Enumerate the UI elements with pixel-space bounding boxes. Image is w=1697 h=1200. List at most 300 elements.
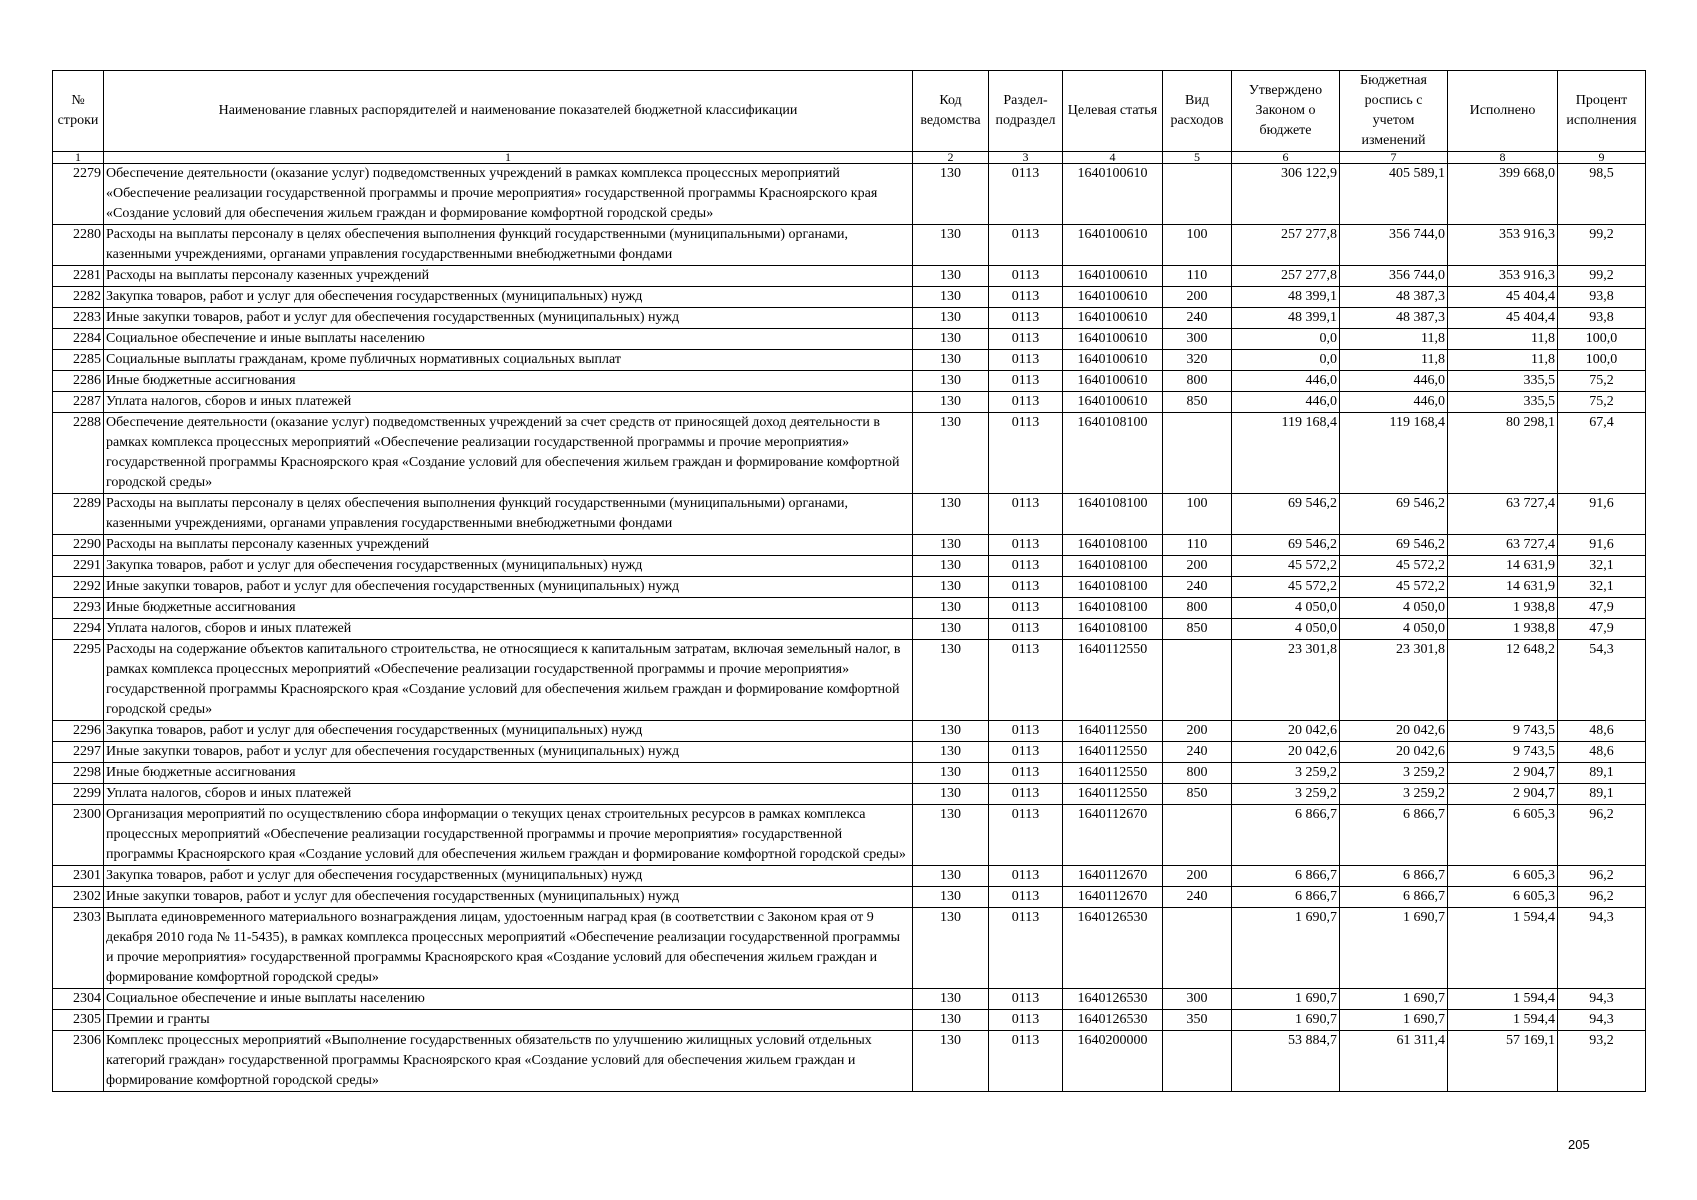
approved-cell: 1 690,7 [1232,989,1340,1010]
expense-type-cell: 300 [1163,329,1232,350]
dept-code-cell: 130 [913,763,989,784]
row-number-cell: 2300 [53,805,104,866]
dept-code-cell: 130 [913,329,989,350]
percent-cell: 100,0 [1558,329,1646,350]
header-row-number: № строки [53,71,104,152]
expense-type-cell: 100 [1163,494,1232,535]
section-cell: 0113 [989,535,1063,556]
dept-code-cell: 130 [913,887,989,908]
table-row [53,329,1646,350]
table-row [53,392,1646,413]
target-article-cell: 1640200000 [1063,1031,1163,1092]
executed-cell: 1 938,8 [1448,619,1558,640]
percent-cell: 93,8 [1558,287,1646,308]
section-cell: 0113 [989,266,1063,287]
expense-type-cell [1163,413,1232,494]
approved-cell: 45 572,2 [1232,556,1340,577]
row-name-cell: Социальное обеспечение и иные выплаты населению [104,989,913,1010]
budget-list-cell: 61 311,4 [1340,1031,1448,1092]
row-name-cell: Обеспечение деятельности (оказание услуг) подведомственных учреждений за счет средств от приносящей доход деятельности в рамках комплекса процессных мероприятий «Обеспечение реализации государственной программы и прочие мероприятия» государственной программы Красноярского края «Создание условий для обеспечения жильем граждан и формирование комфортной городской среды» [104,413,913,494]
approved-cell: 1 690,7 [1232,1010,1340,1031]
budget-list-cell: 69 546,2 [1340,494,1448,535]
budget-list-cell: 20 042,6 [1340,721,1448,742]
dept-code-cell: 130 [913,784,989,805]
page-number: 205 [1568,1137,1590,1152]
row-number-cell: 2297 [53,742,104,763]
expense-type-cell: 800 [1163,598,1232,619]
section-cell: 0113 [989,805,1063,866]
budget-list-cell: 1 690,7 [1340,1010,1448,1031]
percent-cell: 96,2 [1558,805,1646,866]
row-number-cell: 2303 [53,908,104,989]
table-row [53,494,1646,535]
section-cell: 0113 [989,619,1063,640]
dept-code-cell: 130 [913,413,989,494]
column-number: 7 [1340,152,1448,164]
column-number: 5 [1163,152,1232,164]
expense-type-cell: 350 [1163,1010,1232,1031]
section-cell: 0113 [989,598,1063,619]
target-article-cell: 1640108100 [1063,577,1163,598]
row-number-cell: 2295 [53,640,104,721]
budget-execution-table [52,70,1646,1092]
percent-cell: 47,9 [1558,598,1646,619]
percent-cell: 99,2 [1558,225,1646,266]
dept-code-cell: 130 [913,721,989,742]
budget-list-cell: 45 572,2 [1340,556,1448,577]
percent-cell: 89,1 [1558,784,1646,805]
budget-list-cell: 119 168,4 [1340,413,1448,494]
dept-code-cell: 130 [913,392,989,413]
section-cell: 0113 [989,413,1063,494]
row-number-cell: 2306 [53,1031,104,1092]
table-row [53,556,1646,577]
section-cell: 0113 [989,887,1063,908]
row-name-cell: Уплата налогов, сборов и иных платежей [104,619,913,640]
target-article-cell: 1640108100 [1063,619,1163,640]
target-article-cell: 1640100610 [1063,308,1163,329]
row-number-cell: 2294 [53,619,104,640]
expense-type-cell: 800 [1163,763,1232,784]
section-cell: 0113 [989,164,1063,225]
percent-cell: 91,6 [1558,535,1646,556]
dept-code-cell: 130 [913,640,989,721]
percent-cell: 75,2 [1558,392,1646,413]
dept-code-cell: 130 [913,535,989,556]
row-name-cell: Организация мероприятий по осуществлению сбора информации о текущих ценах строительных ресурсов в рамках комплекса процессных мероприятий «Обеспечение реализации государственной программы и прочие мероприятия» государственной программы Красноярского края «Создание условий для обеспечения жильем граждан и формирование комфортной городской среды» [104,805,913,866]
table-row [53,577,1646,598]
approved-cell: 20 042,6 [1232,721,1340,742]
row-name-cell: Социальные выплаты гражданам, кроме публичных нормативных социальных выплат [104,350,913,371]
executed-cell: 63 727,4 [1448,494,1558,535]
section-cell: 0113 [989,784,1063,805]
dept-code-cell: 130 [913,577,989,598]
expense-type-cell: 850 [1163,619,1232,640]
section-cell: 0113 [989,763,1063,784]
executed-cell: 6 605,3 [1448,805,1558,866]
table-row [53,350,1646,371]
percent-cell: 54,3 [1558,640,1646,721]
executed-cell: 9 743,5 [1448,721,1558,742]
budget-list-cell: 11,8 [1340,350,1448,371]
approved-cell: 6 866,7 [1232,866,1340,887]
table-row [53,640,1646,721]
executed-cell: 11,8 [1448,350,1558,371]
percent-cell: 75,2 [1558,371,1646,392]
approved-cell: 20 042,6 [1232,742,1340,763]
table-row [53,287,1646,308]
approved-cell: 306 122,9 [1232,164,1340,225]
table-row [53,1031,1646,1092]
row-name-cell: Закупка товаров, работ и услуг для обеспечения государственных (муниципальных) нужд [104,287,913,308]
percent-cell: 93,8 [1558,308,1646,329]
dept-code-cell: 130 [913,866,989,887]
target-article-cell: 1640100610 [1063,164,1163,225]
percent-cell: 94,3 [1558,908,1646,989]
row-name-cell: Уплата налогов, сборов и иных платежей [104,784,913,805]
budget-list-cell: 6 866,7 [1340,887,1448,908]
row-number-cell: 2298 [53,763,104,784]
target-article-cell: 1640112670 [1063,887,1163,908]
column-number: 3 [989,152,1063,164]
expense-type-cell: 100 [1163,225,1232,266]
target-article-cell: 1640112550 [1063,763,1163,784]
row-number-cell: 2288 [53,413,104,494]
header-row [53,71,1646,152]
executed-cell: 11,8 [1448,329,1558,350]
row-number-cell: 2292 [53,577,104,598]
target-article-cell: 1640112670 [1063,805,1163,866]
expense-type-cell: 240 [1163,577,1232,598]
table-row [53,763,1646,784]
row-number-cell: 2290 [53,535,104,556]
row-number-cell: 2287 [53,392,104,413]
table-row [53,1010,1646,1031]
expense-type-cell: 240 [1163,742,1232,763]
target-article-cell: 1640112550 [1063,742,1163,763]
target-article-cell: 1640108100 [1063,413,1163,494]
dept-code-cell: 130 [913,350,989,371]
approved-cell: 6 866,7 [1232,805,1340,866]
executed-cell: 6 605,3 [1448,887,1558,908]
dept-code-cell: 130 [913,556,989,577]
header-budget-list: Бюджетная роспись с учетом изменений [1340,71,1448,152]
row-name-cell: Расходы на выплаты персоналу казенных учреждений [104,266,913,287]
budget-list-cell: 405 589,1 [1340,164,1448,225]
budget-list-cell: 356 744,0 [1340,225,1448,266]
dept-code-cell: 130 [913,225,989,266]
section-cell: 0113 [989,866,1063,887]
row-number-cell: 2279 [53,164,104,225]
section-cell: 0113 [989,577,1063,598]
expense-type-cell: 320 [1163,350,1232,371]
table-body [53,164,1646,1092]
approved-cell: 0,0 [1232,350,1340,371]
percent-cell: 100,0 [1558,350,1646,371]
percent-cell: 32,1 [1558,577,1646,598]
approved-cell: 119 168,4 [1232,413,1340,494]
percent-cell: 93,2 [1558,1031,1646,1092]
expense-type-cell: 240 [1163,308,1232,329]
target-article-cell: 1640108100 [1063,556,1163,577]
expense-type-cell [1163,164,1232,225]
budget-list-cell: 4 050,0 [1340,619,1448,640]
budget-list-cell: 6 866,7 [1340,866,1448,887]
section-cell: 0113 [989,721,1063,742]
expense-type-cell: 200 [1163,866,1232,887]
row-name-cell: Иные закупки товаров, работ и услуг для обеспечения государственных (муниципальных) нужд [104,887,913,908]
section-cell: 0113 [989,908,1063,989]
table-row [53,784,1646,805]
percent-cell: 48,6 [1558,721,1646,742]
expense-type-cell: 850 [1163,392,1232,413]
executed-cell: 1 594,4 [1448,908,1558,989]
section-cell: 0113 [989,640,1063,721]
budget-list-cell: 3 259,2 [1340,784,1448,805]
target-article-cell: 1640100610 [1063,392,1163,413]
budget-list-cell: 48 387,3 [1340,308,1448,329]
row-number-cell: 2302 [53,887,104,908]
row-name-cell: Обеспечение деятельности (оказание услуг) подведомственных учреждений в рамках комплекса процессных мероприятий «Обеспечение реализации государственной программы и прочие мероприятия» государственной программы Красноярского края «Создание условий для обеспечения жильем граждан и формирование комфортной городской среды» [104,164,913,225]
column-number: 2 [913,152,989,164]
approved-cell: 48 399,1 [1232,287,1340,308]
approved-cell: 446,0 [1232,392,1340,413]
target-article-cell: 1640100610 [1063,225,1163,266]
row-number-cell: 2281 [53,266,104,287]
target-article-cell: 1640126530 [1063,989,1163,1010]
row-number-cell: 2305 [53,1010,104,1031]
target-article-cell: 1640112670 [1063,866,1163,887]
expense-type-cell [1163,1031,1232,1092]
expense-type-cell [1163,908,1232,989]
row-name-cell: Закупка товаров, работ и услуг для обеспечения государственных (муниципальных) нужд [104,556,913,577]
executed-cell: 399 668,0 [1448,164,1558,225]
dept-code-cell: 130 [913,494,989,535]
table-row [53,805,1646,866]
header-dept-code: Код ведомства [913,71,989,152]
percent-cell: 89,1 [1558,763,1646,784]
column-number: 1 [53,152,104,164]
target-article-cell: 1640100610 [1063,371,1163,392]
executed-cell: 45 404,4 [1448,308,1558,329]
expense-type-cell: 110 [1163,266,1232,287]
dept-code-cell: 130 [913,266,989,287]
table-row [53,721,1646,742]
header-section: Раздел-подраздел [989,71,1063,152]
dept-code-cell: 130 [913,805,989,866]
header-executed: Исполнено [1448,71,1558,152]
budget-list-cell: 4 050,0 [1340,598,1448,619]
executed-cell: 63 727,4 [1448,535,1558,556]
table-row [53,908,1646,989]
approved-cell: 6 866,7 [1232,887,1340,908]
target-article-cell: 1640100610 [1063,266,1163,287]
target-article-cell: 1640112550 [1063,721,1163,742]
percent-cell: 96,2 [1558,887,1646,908]
table-row [53,866,1646,887]
dept-code-cell: 130 [913,908,989,989]
row-number-cell: 2304 [53,989,104,1010]
dept-code-cell: 130 [913,619,989,640]
section-cell: 0113 [989,287,1063,308]
expense-type-cell [1163,640,1232,721]
target-article-cell: 1640100610 [1063,329,1163,350]
section-cell: 0113 [989,308,1063,329]
approved-cell: 4 050,0 [1232,619,1340,640]
row-name-cell: Иные бюджетные ассигнования [104,763,913,784]
column-number: 4 [1063,152,1163,164]
approved-cell: 3 259,2 [1232,784,1340,805]
executed-cell: 12 648,2 [1448,640,1558,721]
expense-type-cell [1163,805,1232,866]
row-number-cell: 2283 [53,308,104,329]
row-name-cell: Иные закупки товаров, работ и услуг для обеспечения государственных (муниципальных) нужд [104,742,913,763]
row-number-cell: 2289 [53,494,104,535]
header-expense-type: Вид расходов [1163,71,1232,152]
executed-cell: 45 404,4 [1448,287,1558,308]
percent-cell: 67,4 [1558,413,1646,494]
dept-code-cell: 130 [913,742,989,763]
approved-cell: 23 301,8 [1232,640,1340,721]
row-name-cell: Социальное обеспечение и иные выплаты населению [104,329,913,350]
percent-cell: 94,3 [1558,1010,1646,1031]
target-article-cell: 1640126530 [1063,1010,1163,1031]
approved-cell: 53 884,7 [1232,1031,1340,1092]
row-name-cell: Расходы на выплаты персоналу в целях обеспечения выполнения функций государственными (муниципальными) органами, казенными учреждениями, органами управления государственными внебюджетными фондами [104,225,913,266]
section-cell: 0113 [989,329,1063,350]
row-name-cell: Закупка товаров, работ и услуг для обеспечения государственных (муниципальных) нужд [104,721,913,742]
section-cell: 0113 [989,350,1063,371]
table-row [53,164,1646,225]
expense-type-cell: 240 [1163,887,1232,908]
row-number-cell: 2280 [53,225,104,266]
budget-list-cell: 45 572,2 [1340,577,1448,598]
expense-type-cell: 200 [1163,287,1232,308]
budget-list-cell: 3 259,2 [1340,763,1448,784]
dept-code-cell: 130 [913,164,989,225]
approved-cell: 257 277,8 [1232,225,1340,266]
row-name-cell: Премии и гранты [104,1010,913,1031]
table-row [53,308,1646,329]
column-number: 8 [1448,152,1558,164]
column-number: 1 [104,152,913,164]
percent-cell: 91,6 [1558,494,1646,535]
approved-cell: 4 050,0 [1232,598,1340,619]
executed-cell: 9 743,5 [1448,742,1558,763]
header-name: Наименование главных распорядителей и наименование показателей бюджетной классификации [104,71,913,152]
row-name-cell: Уплата налогов, сборов и иных платежей [104,392,913,413]
table-row [53,371,1646,392]
section-cell: 0113 [989,742,1063,763]
budget-list-cell: 6 866,7 [1340,805,1448,866]
budget-list-cell: 446,0 [1340,371,1448,392]
row-number-cell: 2284 [53,329,104,350]
section-cell: 0113 [989,371,1063,392]
expense-type-cell: 200 [1163,721,1232,742]
budget-list-cell: 1 690,7 [1340,989,1448,1010]
expense-type-cell: 200 [1163,556,1232,577]
header-approved: Утверждено Законом о бюджете [1232,71,1340,152]
table-row [53,225,1646,266]
dept-code-cell: 130 [913,287,989,308]
target-article-cell: 1640112550 [1063,640,1163,721]
dept-code-cell: 130 [913,989,989,1010]
executed-cell: 335,5 [1448,392,1558,413]
budget-list-cell: 69 546,2 [1340,535,1448,556]
header-percent: Процент исполнения [1558,71,1646,152]
percent-cell: 99,2 [1558,266,1646,287]
dept-code-cell: 130 [913,1031,989,1092]
table-row [53,413,1646,494]
approved-cell: 48 399,1 [1232,308,1340,329]
expense-type-cell: 850 [1163,784,1232,805]
row-name-cell: Иные закупки товаров, работ и услуг для обеспечения государственных (муниципальных) нужд [104,577,913,598]
percent-cell: 32,1 [1558,556,1646,577]
approved-cell: 1 690,7 [1232,908,1340,989]
budget-list-cell: 1 690,7 [1340,908,1448,989]
row-name-cell: Расходы на выплаты персоналу в целях обеспечения выполнения функций государственными (муниципальными) органами, казенными учреждениями, органами управления государственными внебюджетными фондами [104,494,913,535]
header-target-article: Целевая статья [1063,71,1163,152]
percent-cell: 47,9 [1558,619,1646,640]
dept-code-cell: 130 [913,308,989,329]
row-number-cell: 2285 [53,350,104,371]
row-number-cell: 2299 [53,784,104,805]
section-cell: 0113 [989,225,1063,266]
budget-list-cell: 23 301,8 [1340,640,1448,721]
target-article-cell: 1640100610 [1063,287,1163,308]
approved-cell: 45 572,2 [1232,577,1340,598]
approved-cell: 3 259,2 [1232,763,1340,784]
target-article-cell: 1640100610 [1063,350,1163,371]
section-cell: 0113 [989,1010,1063,1031]
executed-cell: 1 594,4 [1448,989,1558,1010]
budget-list-cell: 48 387,3 [1340,287,1448,308]
percent-cell: 94,3 [1558,989,1646,1010]
section-cell: 0113 [989,1031,1063,1092]
target-article-cell: 1640108100 [1063,598,1163,619]
table-row [53,989,1646,1010]
budget-list-cell: 446,0 [1340,392,1448,413]
section-cell: 0113 [989,556,1063,577]
budget-list-cell: 11,8 [1340,329,1448,350]
approved-cell: 69 546,2 [1232,535,1340,556]
table-row [53,887,1646,908]
budget-list-cell: 20 042,6 [1340,742,1448,763]
row-number-cell: 2301 [53,866,104,887]
executed-cell: 2 904,7 [1448,784,1558,805]
column-number: 9 [1558,152,1646,164]
row-number-cell: 2282 [53,287,104,308]
dept-code-cell: 130 [913,371,989,392]
row-name-cell: Выплата единовременного материального вознаграждения лицам, удостоенным наград края (в соответствии с Законом края от 9 декабря 2010 года № 11-5435), в рамках комплекса процессных мероприятий «Обеспечение реализации государственной программы и прочие мероприятия» государственной программы Красноярского края «Создание условий для обеспечения жильем граждан и формирование комфортной городской среды» [104,908,913,989]
table-row [53,598,1646,619]
executed-cell: 14 631,9 [1448,577,1558,598]
executed-cell: 335,5 [1448,371,1558,392]
column-number: 6 [1232,152,1340,164]
executed-cell: 1 594,4 [1448,1010,1558,1031]
executed-cell: 80 298,1 [1448,413,1558,494]
dept-code-cell: 130 [913,1010,989,1031]
executed-cell: 57 169,1 [1448,1031,1558,1092]
row-number-cell: 2286 [53,371,104,392]
section-cell: 0113 [989,392,1063,413]
table-row [53,742,1646,763]
table-row [53,535,1646,556]
row-name-cell: Расходы на выплаты персоналу казенных учреждений [104,535,913,556]
row-name-cell: Комплекс процессных мероприятий «Выполнение государственных обязательств по улучшению жилищных условий отдельных категорий граждан» государственной программы Красноярского края «Создание условий для обеспечения жильем граждан и формирование комфортной городской среды» [104,1031,913,1092]
expense-type-cell: 800 [1163,371,1232,392]
target-article-cell: 1640108100 [1063,535,1163,556]
